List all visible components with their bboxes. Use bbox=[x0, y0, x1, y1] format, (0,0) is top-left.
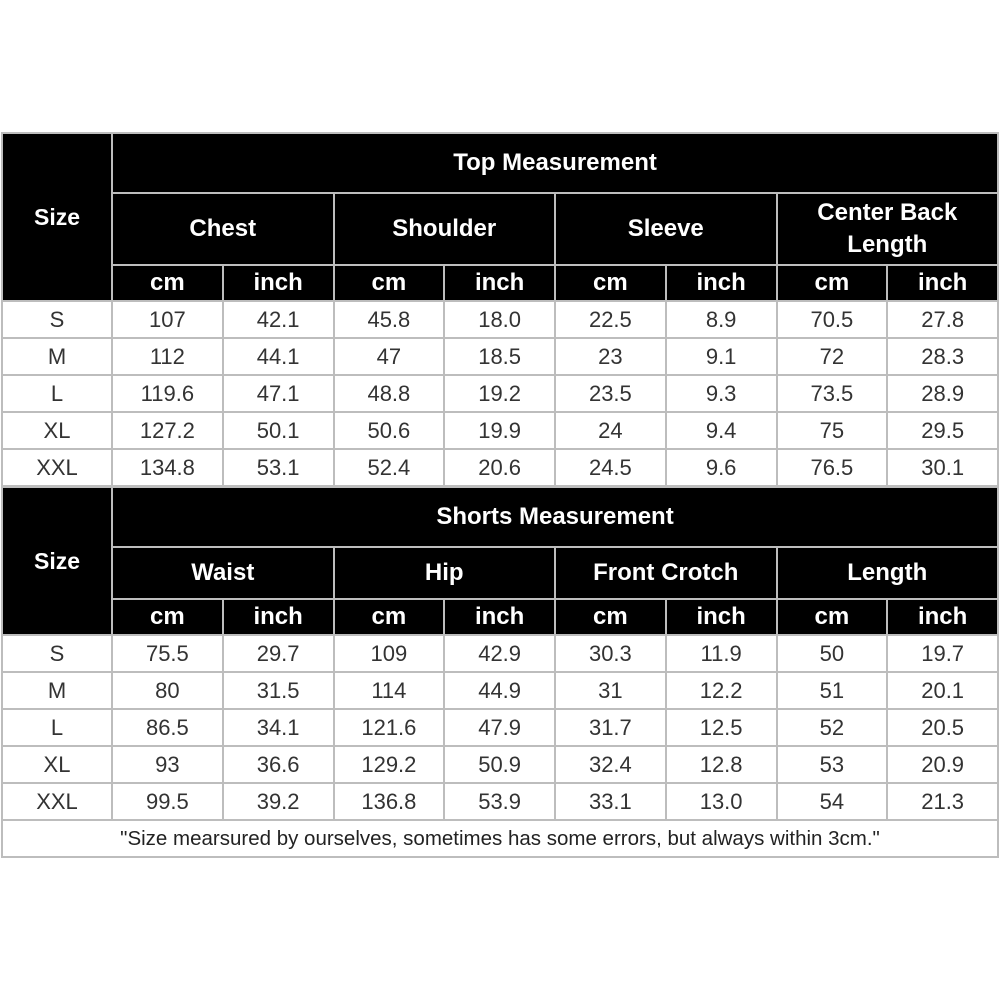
group-header: Chest bbox=[112, 193, 334, 265]
measurement-cell: 19.9 bbox=[444, 412, 555, 449]
measurement-cell: 107 bbox=[112, 301, 223, 338]
measurement-cell: 12.8 bbox=[666, 746, 777, 783]
unit-header: cm bbox=[777, 265, 888, 301]
shorts-measurement-table bbox=[1, 486, 999, 858]
measurement-cell: 20.6 bbox=[444, 449, 555, 486]
size-cell: XL bbox=[2, 412, 112, 449]
measurement-cell: 93 bbox=[112, 746, 223, 783]
group-header: Shoulder bbox=[334, 193, 556, 265]
measurement-cell: 53 bbox=[777, 746, 888, 783]
measurement-cell: 22.5 bbox=[555, 301, 666, 338]
measurement-cell: 18.5 bbox=[444, 338, 555, 375]
measurement-cell: 114 bbox=[334, 672, 445, 709]
measurement-cell: 12.5 bbox=[666, 709, 777, 746]
measurement-cell: 75 bbox=[777, 412, 888, 449]
measurement-cell: 21.3 bbox=[887, 783, 998, 820]
unit-header: inch bbox=[223, 265, 334, 301]
size-header: Size bbox=[2, 133, 112, 301]
unit-header: inch bbox=[887, 599, 998, 635]
measurement-cell: 119.6 bbox=[112, 375, 223, 412]
unit-header: inch bbox=[666, 599, 777, 635]
size-cell: XXL bbox=[2, 449, 112, 486]
measurement-cell: 33.1 bbox=[555, 783, 666, 820]
measurement-cell: 52.4 bbox=[334, 449, 445, 486]
table-row bbox=[2, 338, 998, 375]
measurement-cell: 39.2 bbox=[223, 783, 334, 820]
group-header: Front Crotch bbox=[555, 547, 777, 599]
unit-header: inch bbox=[223, 599, 334, 635]
measurement-cell: 99.5 bbox=[112, 783, 223, 820]
table-row bbox=[2, 301, 998, 338]
measurement-cell: 42.1 bbox=[223, 301, 334, 338]
measurement-cell: 50 bbox=[777, 635, 888, 672]
group-header: Center Back Length bbox=[777, 193, 999, 265]
measurement-cell: 24.5 bbox=[555, 449, 666, 486]
unit-header: cm bbox=[112, 599, 223, 635]
measurement-cell: 13.0 bbox=[666, 783, 777, 820]
measurement-cell: 20.5 bbox=[887, 709, 998, 746]
measurement-cell: 11.9 bbox=[666, 635, 777, 672]
measurement-cell: 76.5 bbox=[777, 449, 888, 486]
table-row bbox=[2, 672, 998, 709]
group-header: Sleeve bbox=[555, 193, 777, 265]
section-title: Shorts Measurement bbox=[112, 487, 998, 547]
measurement-cell: 9.1 bbox=[666, 338, 777, 375]
measurement-cell: 47.9 bbox=[444, 709, 555, 746]
unit-header: cm bbox=[555, 265, 666, 301]
measurement-cell: 53.1 bbox=[223, 449, 334, 486]
size-header: Size bbox=[2, 487, 112, 635]
measurement-cell: 31.5 bbox=[223, 672, 334, 709]
measurement-cell: 72 bbox=[777, 338, 888, 375]
measurement-cell: 86.5 bbox=[112, 709, 223, 746]
table-row bbox=[2, 709, 998, 746]
measurement-cell: 27.8 bbox=[887, 301, 998, 338]
measurement-cell: 20.9 bbox=[887, 746, 998, 783]
table-row bbox=[2, 412, 998, 449]
measurement-cell: 19.2 bbox=[444, 375, 555, 412]
measurement-cell: 24 bbox=[555, 412, 666, 449]
measurement-cell: 44.9 bbox=[444, 672, 555, 709]
table-row bbox=[2, 375, 998, 412]
unit-header: inch bbox=[887, 265, 998, 301]
size-cell: XXL bbox=[2, 783, 112, 820]
table-row bbox=[2, 449, 998, 486]
measurement-cell: 48.8 bbox=[334, 375, 445, 412]
measurement-cell: 23 bbox=[555, 338, 666, 375]
measurement-cell: 31.7 bbox=[555, 709, 666, 746]
measurement-cell: 45.8 bbox=[334, 301, 445, 338]
measurement-cell: 9.4 bbox=[666, 412, 777, 449]
measurement-cell: 30.3 bbox=[555, 635, 666, 672]
measurement-cell: 47 bbox=[334, 338, 445, 375]
unit-header: inch bbox=[444, 265, 555, 301]
measurement-cell: 36.6 bbox=[223, 746, 334, 783]
size-cell: M bbox=[2, 672, 112, 709]
measurement-cell: 50.6 bbox=[334, 412, 445, 449]
measurement-cell: 12.2 bbox=[666, 672, 777, 709]
measurement-cell: 80 bbox=[112, 672, 223, 709]
size-cell: M bbox=[2, 338, 112, 375]
measurement-cell: 50.9 bbox=[444, 746, 555, 783]
measurement-cell: 31 bbox=[555, 672, 666, 709]
measurement-cell: 109 bbox=[334, 635, 445, 672]
measurement-cell: 8.9 bbox=[666, 301, 777, 338]
size-cell: L bbox=[2, 709, 112, 746]
measurement-note: "Size mearsured by ourselves, sometimes has some errors, but always within 3cm." bbox=[2, 820, 998, 857]
measurement-cell: 29.5 bbox=[887, 412, 998, 449]
measurement-cell: 23.5 bbox=[555, 375, 666, 412]
measurement-cell: 70.5 bbox=[777, 301, 888, 338]
measurement-cell: 136.8 bbox=[334, 783, 445, 820]
group-header: Waist bbox=[112, 547, 334, 599]
measurement-cell: 127.2 bbox=[112, 412, 223, 449]
size-cell: S bbox=[2, 301, 112, 338]
measurement-cell: 29.7 bbox=[223, 635, 334, 672]
top-measurement-table bbox=[1, 132, 999, 487]
measurement-cell: 32.4 bbox=[555, 746, 666, 783]
unit-header: cm bbox=[555, 599, 666, 635]
measurement-cell: 47.1 bbox=[223, 375, 334, 412]
size-cell: XL bbox=[2, 746, 112, 783]
measurement-cell: 9.6 bbox=[666, 449, 777, 486]
measurement-cell: 9.3 bbox=[666, 375, 777, 412]
measurement-cell: 121.6 bbox=[334, 709, 445, 746]
unit-header: cm bbox=[334, 265, 445, 301]
measurement-cell: 28.9 bbox=[887, 375, 998, 412]
section-title: Top Measurement bbox=[112, 133, 998, 193]
measurement-cell: 53.9 bbox=[444, 783, 555, 820]
measurement-cell: 20.1 bbox=[887, 672, 998, 709]
measurement-cell: 134.8 bbox=[112, 449, 223, 486]
measurement-cell: 19.7 bbox=[887, 635, 998, 672]
measurement-cell: 28.3 bbox=[887, 338, 998, 375]
measurement-cell: 75.5 bbox=[112, 635, 223, 672]
measurement-cell: 129.2 bbox=[334, 746, 445, 783]
measurement-cell: 30.1 bbox=[887, 449, 998, 486]
table-row bbox=[2, 635, 998, 672]
table-row bbox=[2, 746, 998, 783]
measurement-cell: 54 bbox=[777, 783, 888, 820]
measurement-cell: 73.5 bbox=[777, 375, 888, 412]
group-header: Hip bbox=[334, 547, 556, 599]
measurement-cell: 42.9 bbox=[444, 635, 555, 672]
unit-header: inch bbox=[444, 599, 555, 635]
unit-header: cm bbox=[777, 599, 888, 635]
table-row bbox=[2, 783, 998, 820]
measurement-cell: 44.1 bbox=[223, 338, 334, 375]
unit-header: cm bbox=[334, 599, 445, 635]
measurement-cell: 18.0 bbox=[444, 301, 555, 338]
measurement-cell: 51 bbox=[777, 672, 888, 709]
unit-header: inch bbox=[666, 265, 777, 301]
measurement-cell: 34.1 bbox=[223, 709, 334, 746]
size-cell: S bbox=[2, 635, 112, 672]
unit-header: cm bbox=[112, 265, 223, 301]
group-header: Length bbox=[777, 547, 999, 599]
measurement-cell: 50.1 bbox=[223, 412, 334, 449]
size-cell: L bbox=[2, 375, 112, 412]
measurement-cell: 52 bbox=[777, 709, 888, 746]
measurement-cell: 112 bbox=[112, 338, 223, 375]
